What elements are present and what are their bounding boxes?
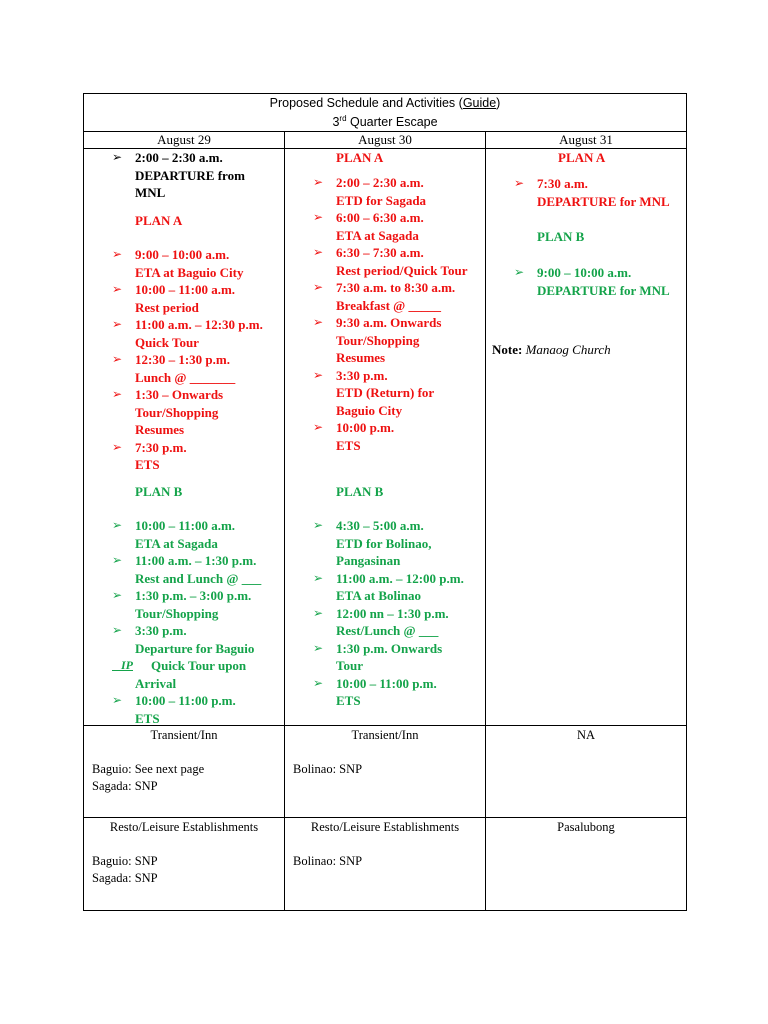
schedule-line: Breakfast @ _____ bbox=[336, 297, 442, 313]
schedule-item-text bbox=[336, 605, 483, 640]
schedule-item-text bbox=[336, 570, 483, 605]
schedule-line: 10:00 – 11:00 a.m. bbox=[135, 282, 236, 298]
bullet-arrow-icon: ➢ bbox=[112, 247, 123, 262]
schedule-line: DEPARTURE for MNL bbox=[537, 193, 670, 209]
plan-label: PLAN B bbox=[537, 229, 585, 245]
schedule-item-text bbox=[135, 246, 282, 281]
bullet-arrow-icon: ➢ bbox=[313, 518, 324, 533]
schedule-line: Arrival bbox=[135, 675, 177, 691]
bullet-arrow-icon: ➢ bbox=[313, 367, 324, 382]
schedule-item-text bbox=[336, 517, 483, 570]
schedule-line: Baguio City bbox=[336, 402, 403, 418]
schedule-line: 6:30 – 7:30 a.m. bbox=[336, 245, 424, 261]
schedule-line: ETS bbox=[336, 437, 361, 453]
schedule-line: 10:00 – 11:00 p.m. bbox=[135, 693, 236, 709]
bullet-arrow-icon: ➢ bbox=[313, 315, 324, 330]
bullet-arrow-icon: ➢ bbox=[112, 387, 123, 402]
lodging-line: Sagada: SNP bbox=[92, 779, 158, 794]
schedule-item-text bbox=[537, 175, 684, 210]
schedule-line: 12:30 – 1:30 p.m. bbox=[135, 352, 230, 368]
note: Note: Manaog Church bbox=[492, 342, 611, 358]
schedule-line: DEPARTURE from bbox=[135, 167, 245, 183]
schedule-line: 10:00 – 11:00 p.m. bbox=[336, 675, 437, 691]
itinerary-aug-31 bbox=[486, 149, 687, 726]
schedule-line: 3:30 p.m. bbox=[135, 623, 187, 639]
bullet-arrow-icon: ➢ bbox=[313, 605, 324, 620]
lodging-heading: NA bbox=[576, 728, 596, 743]
schedule-line: Rest and Lunch @ ___ bbox=[135, 570, 262, 586]
schedule-line: 9:30 a.m. Onwards bbox=[336, 315, 442, 331]
lodging-aug-30 bbox=[285, 726, 486, 818]
bullet-arrow-icon: ➢ bbox=[112, 693, 123, 708]
bullet-arrow-icon: ➢ bbox=[313, 280, 324, 295]
schedule-item-text bbox=[135, 351, 282, 386]
schedule-title: Proposed Schedule and Activities (Guide) bbox=[269, 96, 501, 110]
schedule-item-text bbox=[135, 316, 282, 351]
lodging-heading: Transient/Inn bbox=[150, 728, 218, 743]
schedule-line: Resumes bbox=[135, 422, 185, 438]
schedule-item-text bbox=[135, 587, 282, 622]
schedule-item-text bbox=[336, 279, 483, 314]
itinerary-aug-29 bbox=[84, 149, 285, 726]
ip-label: IP bbox=[112, 658, 133, 673]
date-row bbox=[84, 132, 687, 149]
schedule-line: Rest/Lunch @ ___ bbox=[336, 623, 439, 639]
schedule-line: MNL bbox=[135, 185, 166, 201]
date-aug-30: August 30 bbox=[285, 132, 486, 149]
schedule-line: ETD (Return) for bbox=[336, 385, 435, 401]
resto-line: Baguio: SNP bbox=[92, 854, 158, 869]
schedule-line: Rest period/Quick Tour bbox=[336, 262, 468, 278]
guide-link[interactable]: Guide bbox=[462, 96, 497, 110]
bullet-arrow-icon: ➢ bbox=[112, 352, 123, 367]
bullet-arrow-icon: ➢ bbox=[112, 623, 123, 638]
lodging-row bbox=[84, 726, 687, 818]
schedule-line: Resumes bbox=[336, 350, 386, 366]
schedule-line: 4:30 – 5:00 a.m. bbox=[336, 518, 424, 534]
date-aug-31: August 31 bbox=[486, 132, 687, 149]
schedule-line: ETD for Bolinao, bbox=[336, 535, 432, 551]
resto-line: Bolinao: SNP bbox=[293, 854, 363, 869]
bullet-arrow-icon: ➢ bbox=[112, 317, 123, 332]
schedule-line: 6:00 – 6:30 a.m. bbox=[336, 210, 424, 226]
schedule-line: Rest period bbox=[135, 299, 199, 315]
schedule-item-text bbox=[135, 439, 282, 474]
schedule-line: DEPARTURE for MNL bbox=[537, 282, 670, 298]
schedule-line: 3:30 p.m. bbox=[336, 367, 388, 383]
bullet-arrow-icon: ➢ bbox=[112, 518, 123, 533]
schedule-line: 2:00 – 2:30 a.m. bbox=[336, 175, 424, 191]
resto-aug-29 bbox=[84, 818, 285, 911]
title-row bbox=[84, 94, 687, 132]
schedule-line: Pangasinan bbox=[336, 553, 401, 569]
plan-label: PLAN A bbox=[135, 213, 183, 229]
bullet-arrow-icon: ➢ bbox=[112, 282, 123, 297]
title-cell bbox=[84, 94, 687, 132]
resto-heading: Pasalubong bbox=[557, 820, 615, 835]
schedule-line: ETS bbox=[135, 710, 160, 726]
bullet-arrow-icon: ➢ bbox=[514, 265, 525, 280]
schedule-item-text bbox=[336, 314, 483, 367]
resto-heading: Resto/Leisure Establishments bbox=[310, 820, 460, 835]
plan-label: PLAN A bbox=[558, 150, 606, 166]
schedule-line: ETS bbox=[336, 693, 361, 709]
bullet-arrow-icon: ➢ bbox=[313, 420, 324, 435]
schedule-item-text bbox=[336, 209, 483, 244]
lodging-line: Bolinao: SNP bbox=[293, 762, 363, 777]
schedule-line: 10:00 – 11:00 a.m. bbox=[135, 518, 236, 534]
bullet-arrow-icon: ➢ bbox=[313, 675, 324, 690]
schedule-item-text bbox=[135, 281, 282, 316]
schedule-line: 10:00 p.m. bbox=[336, 420, 395, 436]
schedule-line: Quick Tour bbox=[135, 334, 199, 350]
schedule-line: ETS bbox=[135, 457, 160, 473]
schedule-line: Tour bbox=[336, 658, 363, 674]
lodging-aug-29 bbox=[84, 726, 285, 818]
bullet-arrow-icon: ➢ bbox=[112, 150, 123, 165]
schedule-line: ETA at Sagada bbox=[336, 227, 419, 243]
schedule-line: 7:30 a.m. to 8:30 a.m. bbox=[336, 280, 456, 296]
bullet-arrow-icon: ➢ bbox=[514, 176, 525, 191]
schedule-item-text bbox=[135, 657, 282, 692]
schedule-line: ETA at Baguio City bbox=[135, 264, 244, 280]
schedule-item-text bbox=[135, 552, 282, 587]
bullet-arrow-icon: ➢ bbox=[313, 210, 324, 225]
plan-label: PLAN B bbox=[336, 484, 384, 500]
schedule-line: 7:30 a.m. bbox=[537, 176, 588, 192]
itinerary-aug-30 bbox=[285, 149, 486, 726]
schedule-line: Quick Tour upon bbox=[151, 658, 247, 674]
resto-aug-31 bbox=[486, 818, 687, 911]
schedule-item-text bbox=[537, 264, 684, 299]
schedule-line: ETA at Bolinao bbox=[336, 588, 422, 604]
bullet-arrow-icon: ➢ bbox=[313, 175, 324, 190]
schedule-line: 1:30 p.m. – 3:00 p.m. bbox=[135, 588, 252, 604]
resto-row bbox=[84, 818, 687, 911]
schedule-line: 11:00 a.m. – 1:30 p.m. bbox=[135, 553, 257, 569]
schedule-item-text bbox=[336, 675, 483, 710]
schedule-line: ETA at Sagada bbox=[135, 535, 218, 551]
lodging-line: Baguio: See next page bbox=[92, 762, 205, 777]
schedule-item-text bbox=[135, 692, 282, 727]
plan-label: PLAN A bbox=[336, 150, 384, 166]
schedule-line: 1:30 – Onwards bbox=[135, 387, 224, 403]
schedule-item-text bbox=[336, 174, 483, 209]
schedule-line: 1:30 p.m. Onwards bbox=[336, 640, 443, 656]
schedule-item-text bbox=[336, 419, 483, 454]
lodging-heading: Transient/Inn bbox=[351, 728, 419, 743]
schedule-line: 11:00 a.m. – 12:00 p.m. bbox=[336, 570, 464, 586]
schedule-item-text bbox=[135, 622, 282, 657]
schedule-line: ETD for Sagada bbox=[336, 192, 427, 208]
bullet-arrow-icon: ➢ bbox=[112, 439, 123, 454]
resto-line: Sagada: SNP bbox=[92, 871, 158, 886]
schedule-line: 7:30 p.m. bbox=[135, 439, 187, 455]
schedule-line: Lunch @ _______ bbox=[135, 369, 236, 385]
plan-label: PLAN B bbox=[135, 484, 183, 500]
schedule-item-text bbox=[135, 149, 282, 202]
schedule-line: Tour/Shopping bbox=[135, 605, 219, 621]
resto-aug-30 bbox=[285, 818, 486, 911]
schedule-line: Tour/Shopping bbox=[336, 332, 420, 348]
schedule-item-text bbox=[336, 640, 483, 675]
schedule-subtitle: 3rd Quarter Escape bbox=[332, 114, 438, 130]
date-aug-29: August 29 bbox=[84, 132, 285, 149]
schedule-line: Departure for Baguio bbox=[135, 640, 255, 656]
schedule-line: 11:00 a.m. – 12:30 p.m. bbox=[135, 317, 263, 333]
schedule-item-text bbox=[135, 517, 282, 552]
schedule-item-text bbox=[336, 367, 483, 420]
schedule-item-text bbox=[135, 386, 282, 439]
schedule-line: 2:00 – 2:30 a.m. bbox=[135, 150, 223, 166]
schedule-line: Tour/Shopping bbox=[135, 404, 219, 420]
bullet-arrow-icon: ➢ bbox=[313, 570, 324, 585]
schedule-item-text bbox=[336, 244, 483, 279]
schedule-table bbox=[83, 93, 687, 911]
itinerary-row bbox=[84, 149, 687, 726]
resto-heading: Resto/Leisure Establishments bbox=[109, 820, 259, 835]
lodging-aug-31 bbox=[486, 726, 687, 818]
bullet-arrow-icon: ➢ bbox=[313, 640, 324, 655]
schedule-line: 9:00 – 10:00 a.m. bbox=[135, 247, 230, 263]
bullet-arrow-icon: ➢ bbox=[313, 245, 324, 260]
bullet-arrow-icon: ➢ bbox=[112, 553, 123, 568]
schedule-line: 12:00 nn – 1:30 p.m. bbox=[336, 605, 449, 621]
schedule-line: 9:00 – 10:00 a.m. bbox=[537, 265, 632, 281]
bullet-arrow-icon: ➢ bbox=[112, 588, 123, 603]
